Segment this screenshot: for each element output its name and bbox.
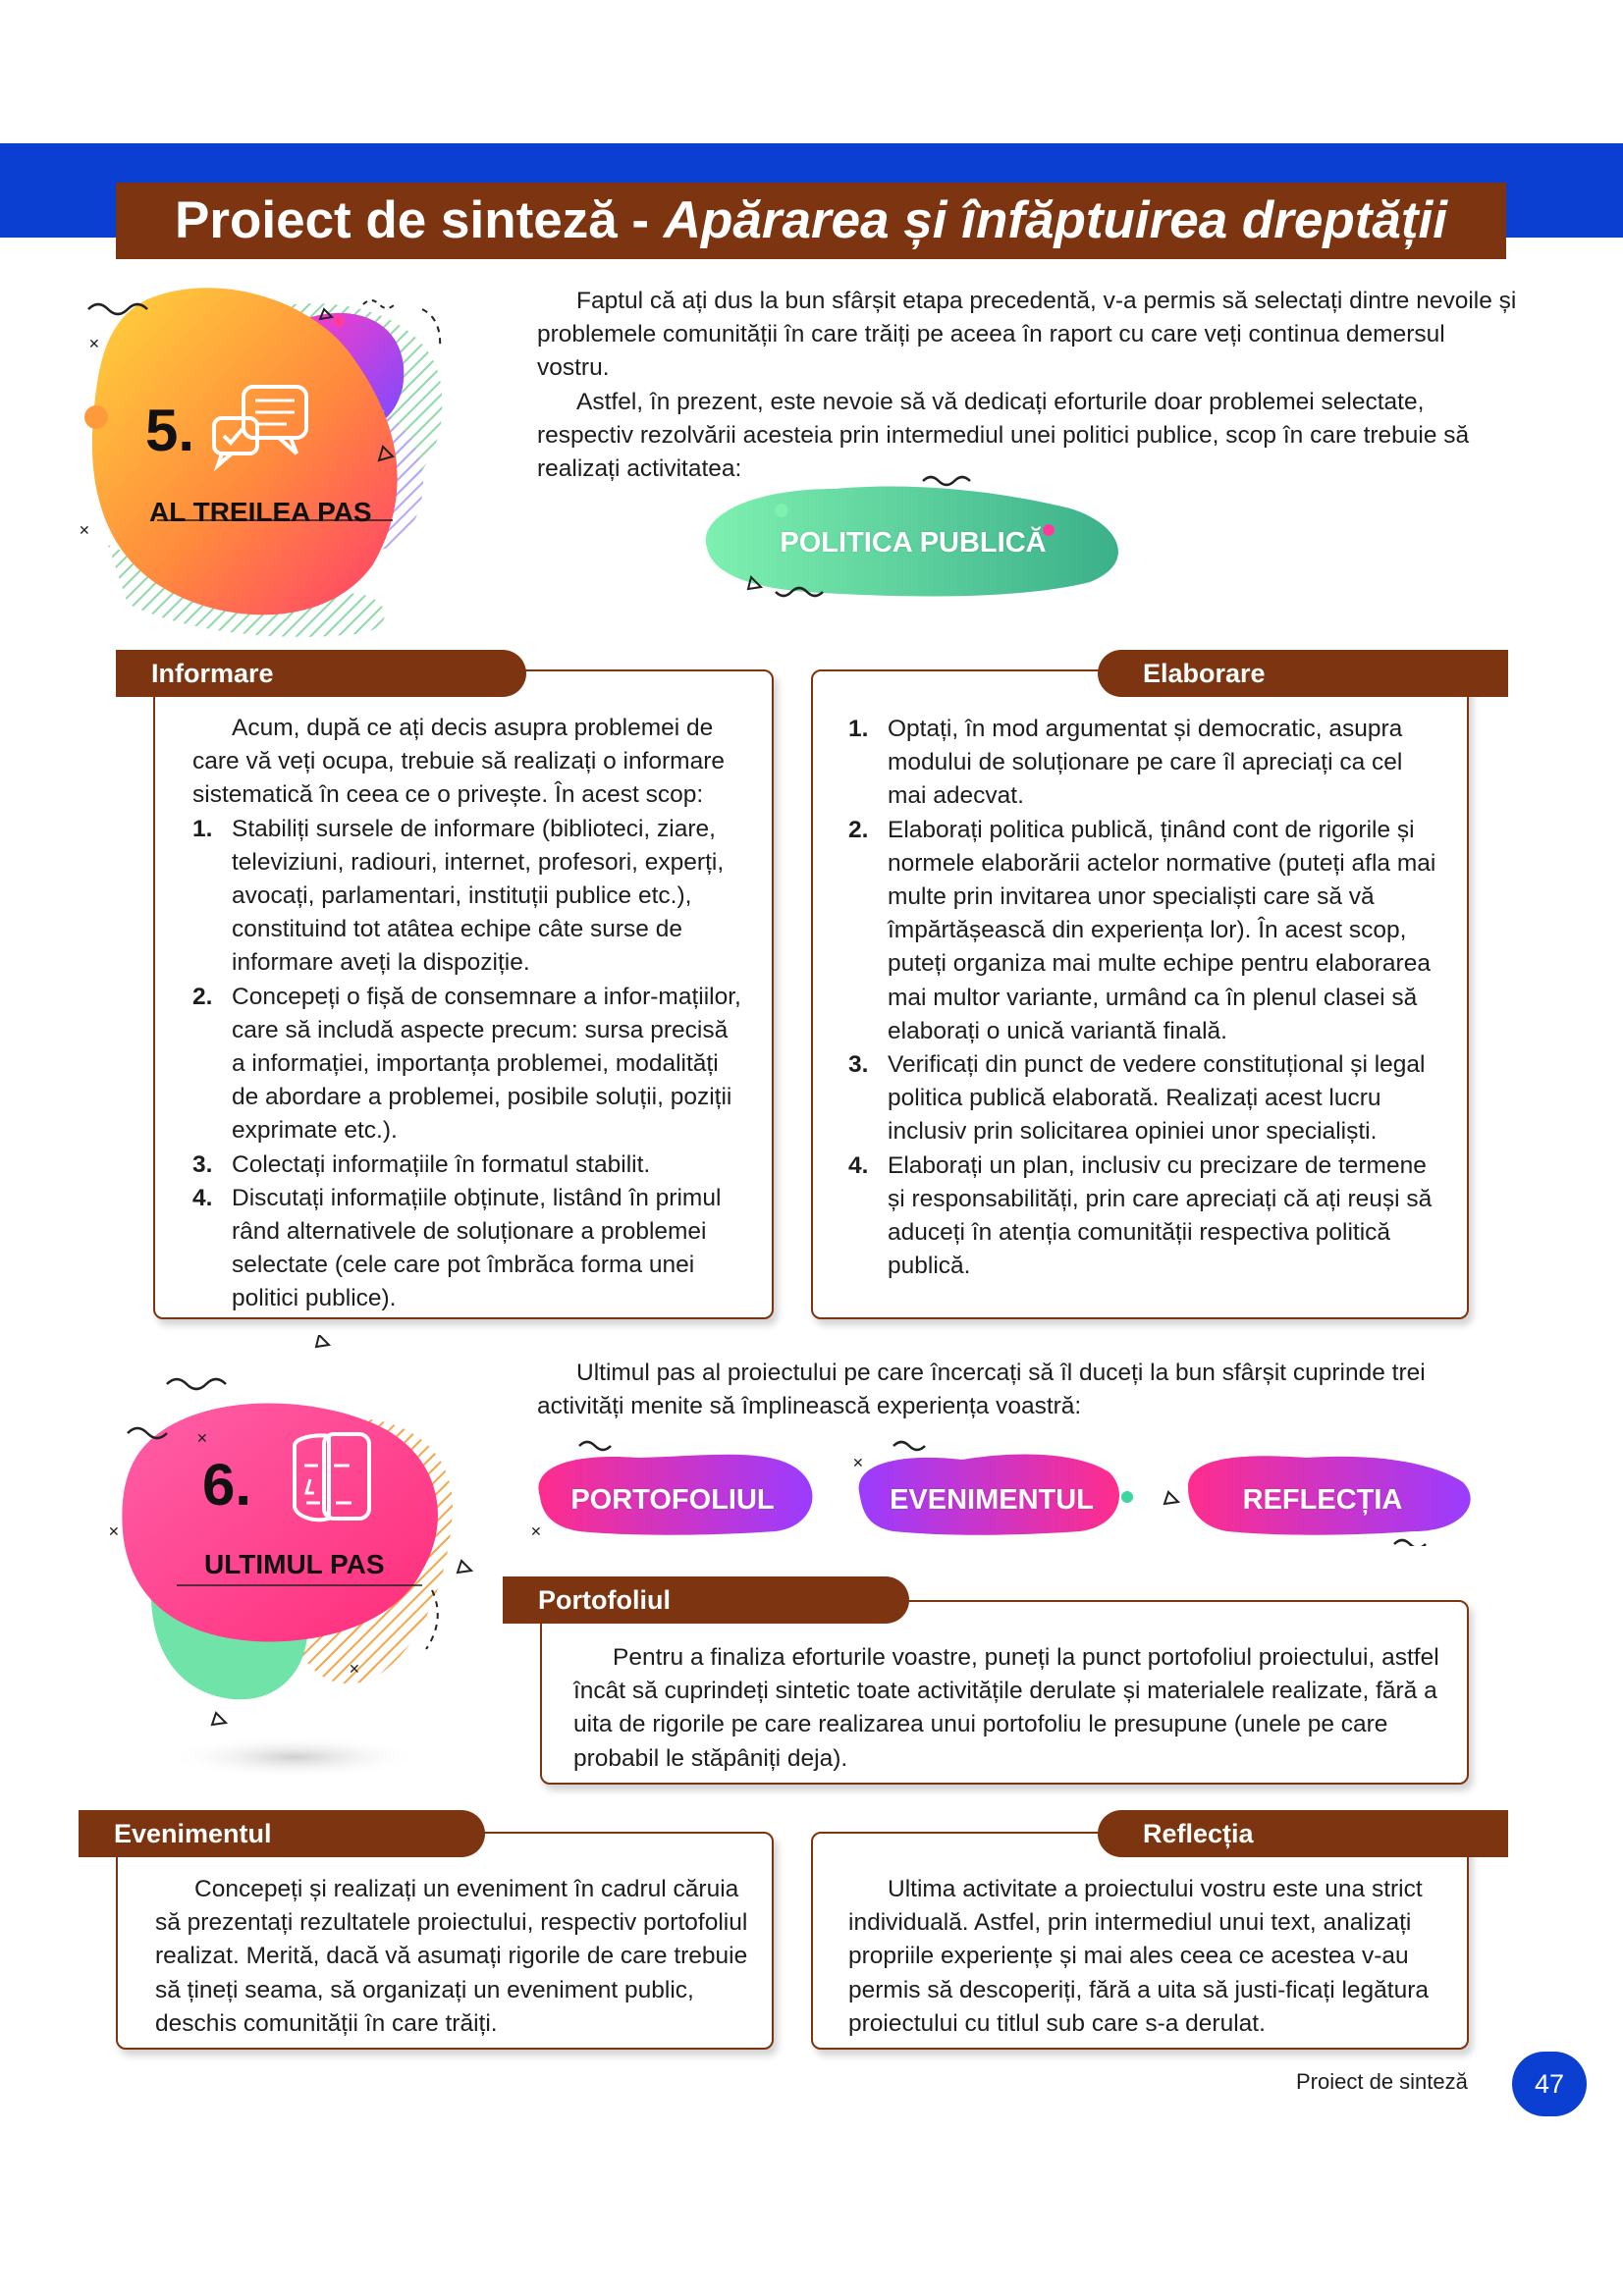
svg-text:✕: ✕ [196, 1430, 208, 1446]
list-item [848, 1149, 1437, 1284]
item-number: 1. [848, 716, 869, 742]
elaborare-list [848, 713, 1437, 1283]
list-item [192, 1148, 742, 1182]
informare-intro: Acum, după ce ați decis asupra problemei de care vă veți ocupa, trebuie să realizați o informare sistematică în ceea ce o privește. În acest scop: [192, 715, 725, 809]
step5-label: AL TREILEA PAS [149, 497, 372, 527]
step5-intro-p2: Astfel, în prezent, este nevoie să vă dedicați eforturile doar problemei selectate, respectiv rezolvării acesteia prin intermediul unei politici publice, scop în care trebuie să realizați activitatea: [537, 388, 1470, 483]
policy-badge-label: POLITICA PUBLICĂ [780, 527, 1047, 559]
eveniment-text: Concepeți și realizați un eveniment în cadrul căruia să prezentați rezultatele proiectului, respectiv portofoliul realizat. Merită, dacă vă asumați rigorile de care trebuie să țineți seama, să organizați un eveniment public, deschis comunității în care trăiți. [155, 1876, 748, 2037]
svg-text:✕: ✕ [852, 1455, 864, 1470]
item-text: Optați, în mod argumentat și democratic, asupra modului de soluționare pe care îl apreciați ca cel mai adecvat. [888, 716, 1403, 810]
eveniment-tab: Evenimentul [79, 1810, 485, 1857]
item-number: 3. [848, 1051, 869, 1079]
page-number: 47 [1512, 2052, 1587, 2116]
list-item [192, 981, 742, 1148]
svg-text:✕: ✕ [88, 336, 100, 351]
item-text: Colectați informațiile în formatul stabilit. [232, 1150, 651, 1178]
informare-list [192, 813, 742, 1316]
item-number: 4. [192, 1184, 213, 1211]
reflectie-text: Ultima activitate a proiectului vostru este una strict individuală. Astfel, prin intermediul unui text, analizați propriile experiențe și mai ales ceea ce acestea v-au permis să descoperiți, fără a uita să justi-ficați legătura proiectului cu titlul sub care s-a derulat. [848, 1876, 1429, 2037]
footer-label: Proiect de sinteză [1296, 2069, 1468, 2094]
step6-label: ULTIMUL PAS [204, 1549, 385, 1579]
step6-intro [537, 1357, 1480, 1423]
page-title [116, 183, 1506, 259]
list-item [848, 814, 1437, 1048]
item-text: Elaborați un plan, inclusiv cu precizare de termene și responsabilități, prin care apreciați că ați reuși să aduceți în atenția comunității respectiva politică publică. [888, 1151, 1433, 1280]
svg-text:✕: ✕ [108, 1523, 120, 1539]
item-number: 2. [848, 816, 869, 843]
item-text: Verificați din punct de vedere constituțional și legal politica publică elaborată. Realizați acest lucru inclusiv prin solicitarea opiniei unor specialiști. [888, 1051, 1426, 1146]
svg-text:✕: ✕ [349, 1661, 360, 1677]
reflectie-content [848, 1873, 1447, 2041]
step5-number: 5. [145, 398, 195, 463]
svg-text:✕: ✕ [79, 522, 90, 538]
step5-intro [537, 285, 1519, 486]
item-number: 3. [192, 1150, 213, 1178]
pill-evenimentul: EVENIMENTUL [890, 1484, 1094, 1516]
elaborare-tab: Elaborare [1098, 650, 1508, 697]
item-number: 2. [192, 983, 213, 1010]
list-item [192, 813, 742, 981]
pill-reflectia: REFLECȚIA [1242, 1484, 1403, 1516]
list-item [192, 1182, 742, 1316]
title-plain: Proiect de sinteză - [175, 191, 664, 249]
item-number: 4. [848, 1151, 869, 1179]
elaborare-content [848, 713, 1437, 1283]
item-text: Discutați informațiile obținute, listând în primul rând alternativele de soluționare a problemei selectate (cele care pot îmbrăca forma unei politici publice). [232, 1184, 722, 1312]
list-item [848, 713, 1437, 814]
portofoliu-content [573, 1641, 1447, 1776]
portofoliu-tab: Portofoliul [503, 1576, 909, 1624]
portofoliu-text: Pentru a finaliza eforturile voastre, puneți la punct portofoliul proiectului, astfel încât să cuprindeți sintetic toate activitățile derulate și materialele realizate, fără a uita de rigorile pe care realizarea unui portofoliu le presupune (unele pe care probabil le stăpâniți deja). [573, 1644, 1439, 1772]
svg-text:✕: ✕ [530, 1523, 542, 1539]
chat-bubbles-icon [208, 383, 316, 471]
item-text: Elaborați politica publică, ținând cont de rigorile și normele elaborării actelor normative (puteți afla mai multe prin invitarea unor specialiști care să vă împărtășească din experiența lor). În acest scop, puteți organiza mai multe echipe pentru elaborarea mai multor variante, urmând ca în plenul clasei să elaborați o unică variantă finală. [888, 816, 1436, 1044]
faces-icon [275, 1428, 383, 1536]
item-text: Concepeți o fișă de consemnare a infor-mațiilor, care să includă aspecte precum: sursa precisă a informației, importanța problemei, modalități de abordare a problemei, posibile soluții, poziții exprimate etc.). [232, 983, 741, 1145]
title-italic: Apărarea și înfăptuirea dreptății [663, 191, 1447, 249]
step5-intro-p1: Faptul că ați dus la bun sfârșit etapa precedentă, v-a permis să selectați dintre nevoile și problemele comunității în care trăiți pe aceea în raport cu care veți continua demersul vostru. [537, 288, 1517, 382]
eveniment-content [155, 1873, 754, 2041]
step6-intro-text: Ultimul pas al proiectului pe care încercați să îl duceți la bun sfârșit cuprinde trei activități menite să împlinească experiența voastră: [537, 1360, 1426, 1420]
list-item [848, 1048, 1437, 1149]
informare-tab: Informare [116, 650, 526, 697]
step6-number: 6. [202, 1452, 252, 1518]
item-text: Stabiliți sursele de informare (biblioteci, ziare, televiziuni, radiouri, internet, profesori, experți, avocați, parlamentari, instituții publice etc.), constituind tot atâtea echipe câte surse de informare aveți la dispoziție. [232, 815, 725, 977]
item-number: 1. [192, 815, 213, 842]
pill-portofoliul: PORTOFOLIUL [570, 1484, 775, 1516]
informare-content [192, 712, 742, 1316]
reflectie-tab: Reflecția [1098, 1810, 1508, 1857]
